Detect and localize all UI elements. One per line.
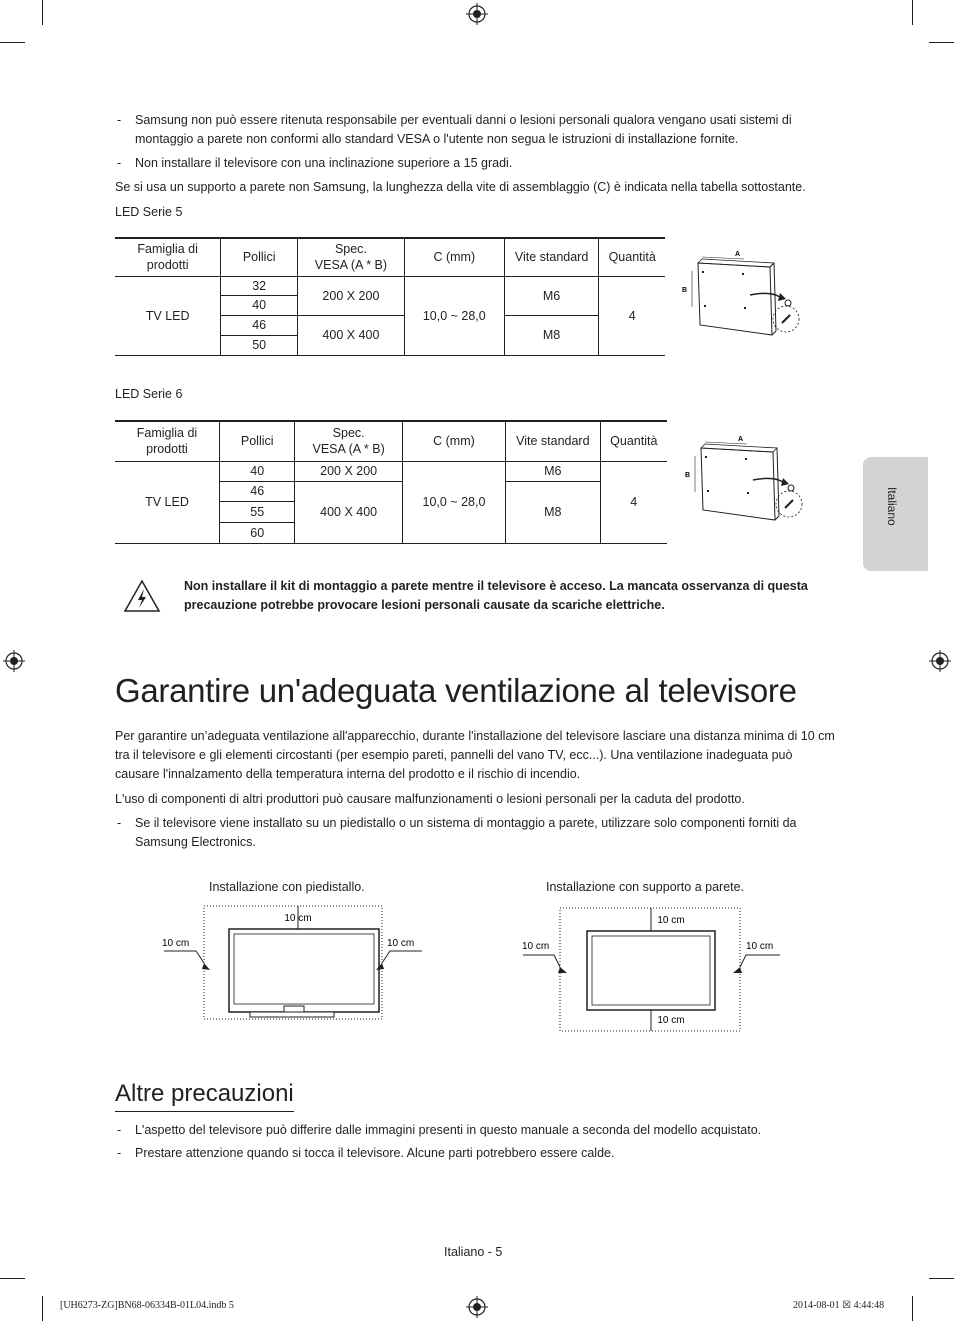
warning-text: Non installare il kit di montaggio a parete mentre il televisore è acceso. La mancata osservanza di questa precauzione potrebbe provocare lesioni personali causate da scariche elettriche. xyxy=(184,579,808,612)
col-header: C (mm) xyxy=(404,238,504,276)
col-header: Pollici xyxy=(219,421,295,461)
registration-mark-icon xyxy=(929,650,951,672)
dash: - xyxy=(117,816,122,830)
bullet-text: L'aspetto del televisore può differire dalle immagini presenti in questo manuale a seconda del modello acquistato. xyxy=(135,1123,762,1137)
intro-text: Se si usa un supporto a parete non Samsung, la lunghezza della vite di assemblaggio (C) è indicata nella tabella sottostante. xyxy=(115,180,806,194)
crop-mark xyxy=(929,1278,954,1279)
distance-label: 10 cm xyxy=(657,1015,685,1026)
crop-mark xyxy=(912,1296,913,1321)
dimension-a-label: A xyxy=(735,251,741,258)
side-tab-label: Italiano xyxy=(885,487,899,526)
dash: - xyxy=(117,1146,122,1160)
c-mm-cell: 10,0 ~ 28,0 xyxy=(402,461,505,543)
crop-mark xyxy=(912,0,913,25)
page-title: Garantire un'adeguata ventilazione al televisore xyxy=(115,672,797,709)
col-header: Quantità xyxy=(600,421,667,461)
wall-mount-diagram-icon xyxy=(680,245,805,340)
subsection-title: Altre precauzioni xyxy=(115,1080,294,1112)
dash: - xyxy=(117,1123,122,1137)
series5-title: LED Serie 5 xyxy=(115,205,183,219)
crop-mark xyxy=(0,42,25,43)
vesa-cell: 200 X 200 xyxy=(298,276,405,315)
registration-mark-icon xyxy=(466,1296,488,1318)
dash: - xyxy=(117,113,122,127)
family-cell: TV LED xyxy=(115,461,219,543)
language-side-tab xyxy=(863,457,928,571)
quantity-cell: 4 xyxy=(599,276,665,355)
dimension-b-label: B xyxy=(685,472,691,479)
col-header: Pollici xyxy=(221,238,298,276)
col-header: Vite standard xyxy=(504,238,599,276)
distance-label: 10 cm xyxy=(284,913,312,924)
screw-cell: M8 xyxy=(504,315,599,355)
inch-cell: 60 xyxy=(219,522,295,543)
distance-label: 10 cm xyxy=(657,915,685,926)
bullet-text: Prestare attenzione quando si tocca il televisore. Alcune parti potrebbero essere calde. xyxy=(135,1146,615,1160)
ventilation-paragraph: Per garantire un’adeguata ventilazione all'apparecchio, durante l'installazione del televisore lasciare una distanza minima di 10 cm tra il televisore e gli elementi circostanti (per esempio pareti, pannelli del vano TV, ecc...). Una ventilazione inadeguata può causare l'innalzamento della temperatura interna del prodotto e il rischio di incendio. xyxy=(115,729,835,781)
stand-installation-diagram-icon xyxy=(160,903,425,1023)
crop-mark xyxy=(929,42,954,43)
screw-cell: M6 xyxy=(504,276,599,315)
inch-cell: 32 xyxy=(221,276,298,295)
bullet-inclination xyxy=(115,154,830,173)
col-header: Spec. VESA (A * B) xyxy=(295,421,402,461)
bullet-text: Samsung non può essere ritenuta responsabile per eventuali danni o lesioni personali qualora vengano usati sistemi di montaggio a parete non conformi allo standard VESA o l'utente non segua le istruzioni di installazione fornite. xyxy=(135,113,792,146)
quantity-cell: 4 xyxy=(600,461,667,543)
bullet-samsung-components xyxy=(115,814,830,852)
distance-label: 10 cm xyxy=(746,941,774,952)
page-number: Italiano - 5 xyxy=(444,1245,503,1259)
dimension-b-label: B xyxy=(682,287,688,294)
vesa-cell: 200 X 200 xyxy=(295,461,402,481)
bullet-text: Se il televisore viene installato su un piedistallo o un sistema di montaggio a parete, utilizzare solo componenti forniti da Samsung Electronics. xyxy=(135,816,797,849)
inch-cell: 40 xyxy=(221,295,298,315)
footer-timestamp: 2014-08-01 ☒ 4:44:48 xyxy=(793,1300,885,1311)
vesa-cell: 400 X 400 xyxy=(295,481,402,543)
series6-title: LED Serie 6 xyxy=(115,387,183,401)
wall-mount-diagram-icon xyxy=(683,430,808,525)
col-header: Vite standard xyxy=(506,421,600,461)
bullet-vesa-responsibility xyxy=(115,111,830,149)
electric-warning-icon xyxy=(123,579,161,613)
inch-cell: 46 xyxy=(219,481,295,501)
inch-cell: 46 xyxy=(221,315,298,335)
bullet-hot-parts xyxy=(115,1144,830,1163)
crop-mark xyxy=(42,0,43,25)
ventilation-paragraph: L'uso di componenti di altri produttori può causare malfunzionamenti o lesioni personali per la caduta del prodotto. xyxy=(115,792,745,806)
footer-file-name: [UH6273-ZG]BN68-06334B-01L04.indb 5 xyxy=(60,1300,234,1311)
bullet-appearance xyxy=(115,1121,830,1140)
distance-label: 10 cm xyxy=(387,938,415,949)
distance-label: 10 cm xyxy=(162,938,190,949)
col-header: C (mm) xyxy=(402,421,505,461)
series6-table xyxy=(115,420,667,544)
registration-mark-icon xyxy=(466,3,488,25)
col-header: Famiglia di prodotti xyxy=(115,238,221,276)
inch-cell: 50 xyxy=(221,335,298,355)
series5-table xyxy=(115,237,665,356)
screw-cell: M6 xyxy=(506,461,600,481)
registration-mark-icon xyxy=(3,650,25,672)
crop-mark xyxy=(0,1278,25,1279)
bullet-text: Non installare il televisore con una inclinazione superiore a 15 gradi. xyxy=(135,156,513,170)
distance-label: 10 cm xyxy=(522,941,550,952)
screw-cell: M8 xyxy=(506,481,600,543)
stand-caption: Installazione con piedistallo. xyxy=(209,880,365,894)
wall-caption: Installazione con supporto a parete. xyxy=(546,880,745,894)
col-header: Quantità xyxy=(599,238,665,276)
c-mm-cell: 10,0 ~ 28,0 xyxy=(404,276,504,355)
dimension-a-label: A xyxy=(738,436,744,443)
crop-mark xyxy=(42,1296,43,1321)
inch-cell: 40 xyxy=(219,461,295,481)
vesa-cell: 400 X 400 xyxy=(298,315,405,355)
wall-installation-diagram-icon xyxy=(520,905,785,1035)
col-header: Spec. VESA (A * B) xyxy=(298,238,405,276)
family-cell: TV LED xyxy=(115,276,221,355)
dash: - xyxy=(117,156,122,170)
inch-cell: 55 xyxy=(219,501,295,522)
col-header: Famiglia di prodotti xyxy=(115,421,219,461)
